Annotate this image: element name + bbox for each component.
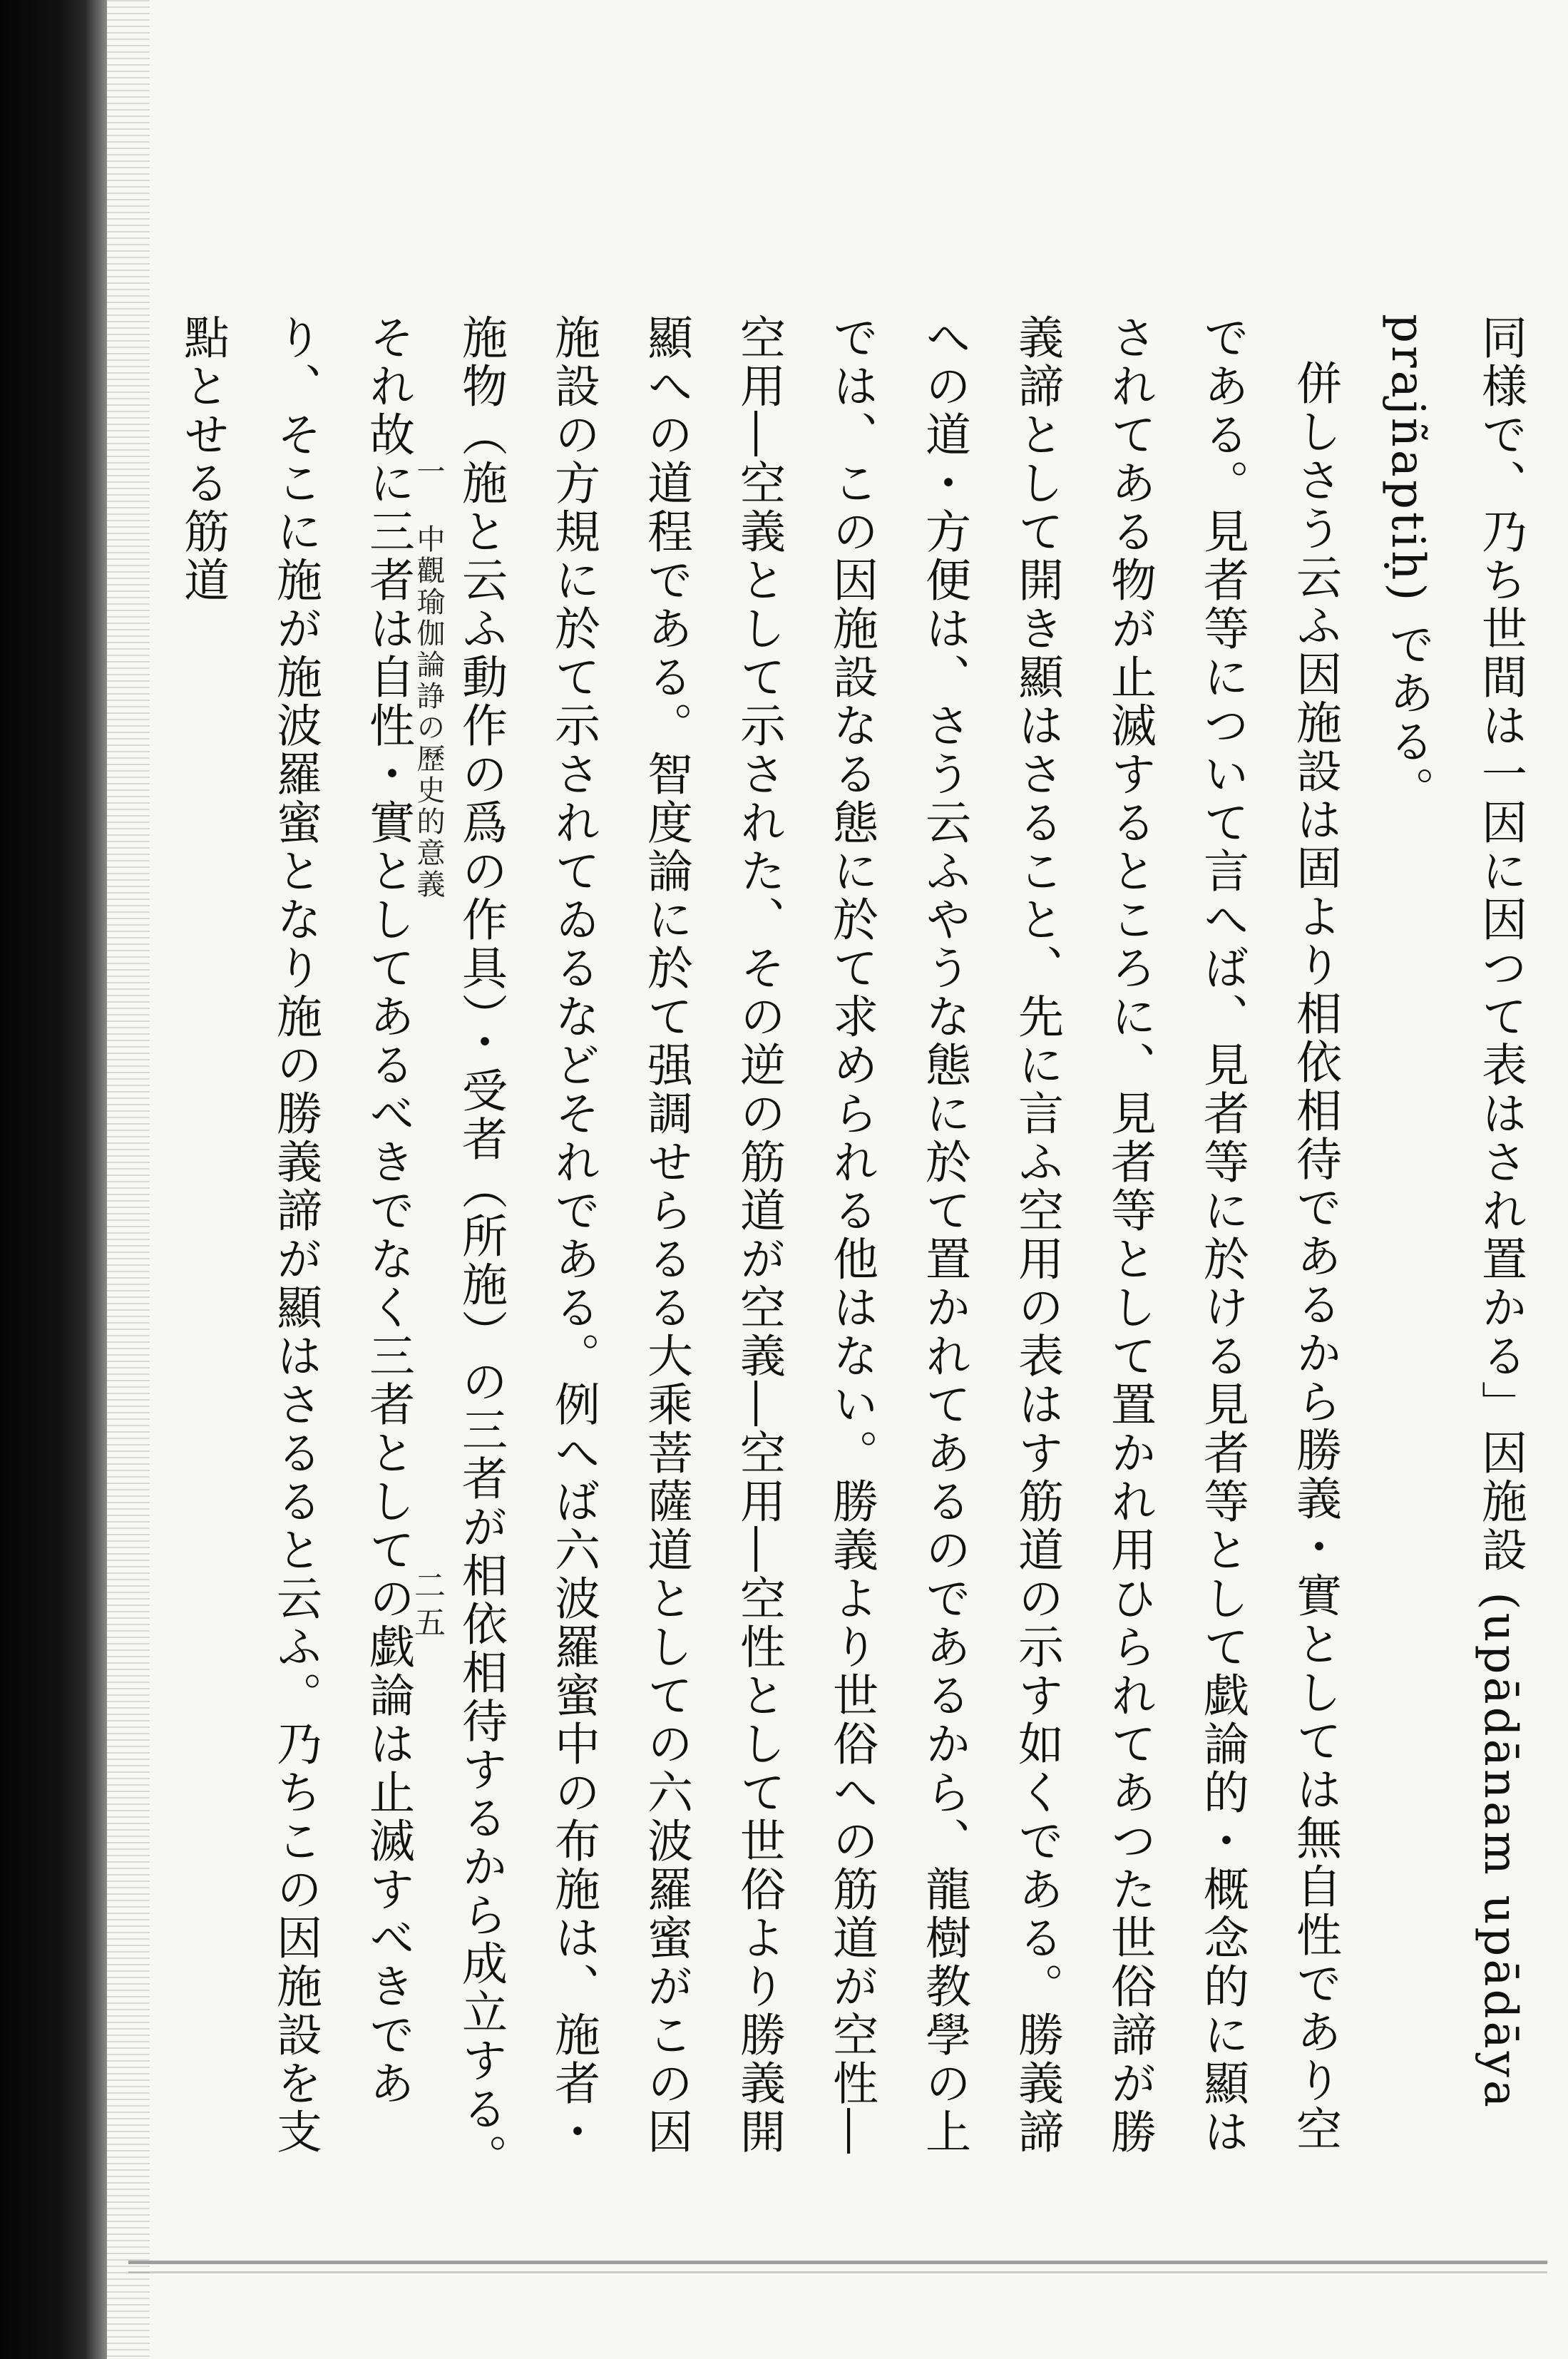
paragraph-2: 併しさう云ふ因施設は固より相依相待であるから勝義・實としては無自性であり空である。見者等について言へば、見者等に於ける見者等として戯論的・概念的に顯はされてある物が止滅するところに、見者等として置かれ用ひられてあつた世俗諦が勝義諦として開き顯はさること、先に言ふ空用の表はす筋道の示す如くである。勝義諦への道・方便は、さう云ふやうな態に於て置かれてあるのであるから、龍樹教學の上では、この因施設なる態に於て求められる他はない。勝義より世俗への筋道が空性―空用―空義として示された、その逆の筋道が空義―空用―空性として世俗より勝義開顯への道程である。智度論に於て强調せらるる大乘菩薩道としての六波羅蜜がこの因施設の方規に於て示されてゐるなどそれである。例へば六波羅蜜中の布施は、施者・施物（施と云ふ動作の爲の作具）・受者（所施）の三者が相依相待するから成立する。それ故に三者は自性・實としてあるべきでなく三者としての戯論は止滅すべきであり、そこに施が施波羅蜜となり施の勝義諦が顯はさるると云ふ。乃ちこの因施設を支點とせる筋道: [176, 314, 1341, 2182]
paragraph-1: 同様で、乃ち世間は一因に因つて表はされ置かる」因施設 (upādānam upādāya prajñaptiḥ) である。: [1381, 314, 1527, 2110]
book-binding-shadow: [0, 0, 107, 2359]
running-footer: [385, 456, 449, 970]
running-title: 中觀瑜伽論諍の歷史的意義: [412, 523, 445, 901]
chapter-number: 一: [412, 456, 445, 488]
page-bottom-edge-line: [128, 2261, 1547, 2264]
page-number: 二五: [409, 1569, 445, 1643]
binding-edge-texture: [107, 0, 150, 2359]
page-bottom-edge-line-secondary: [128, 2271, 1547, 2273]
